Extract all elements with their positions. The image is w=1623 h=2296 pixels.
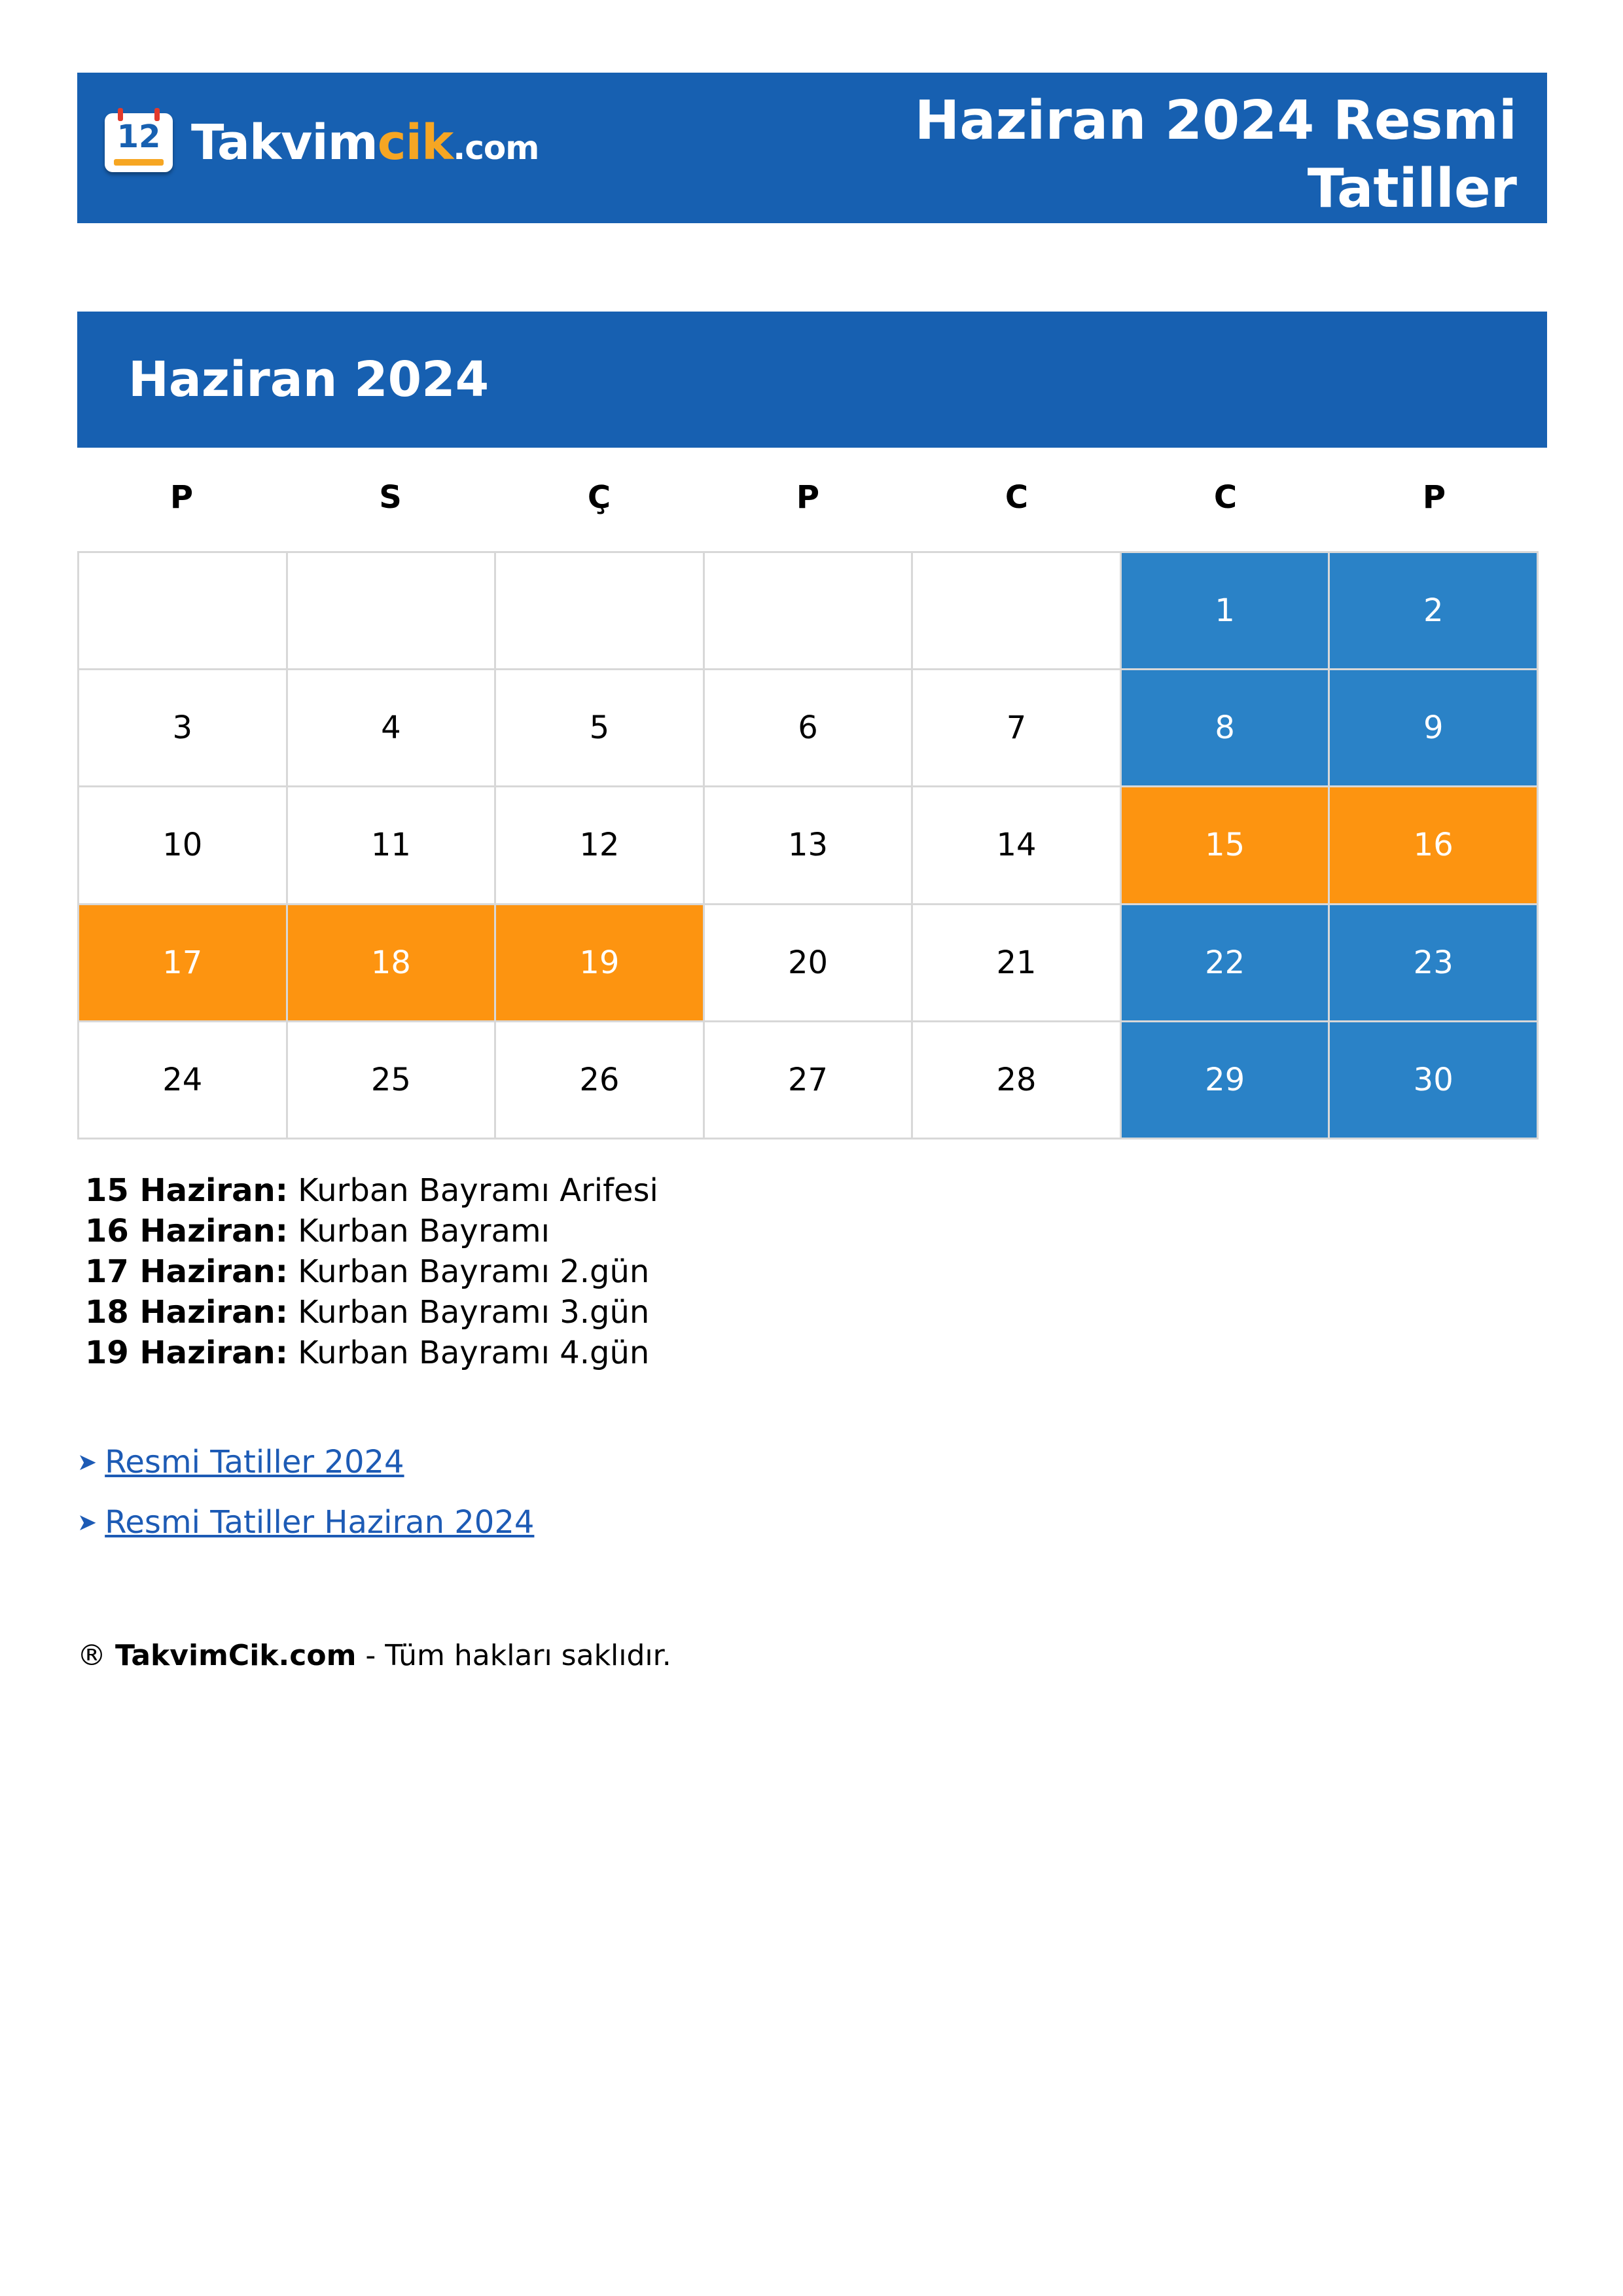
day-cell: 14: [913, 787, 1120, 903]
arrow-right-icon: ➤: [77, 1449, 98, 1476]
day-cell-weekend: 23: [1330, 905, 1537, 1020]
link-resmi-tatiller-haziran-2024[interactable]: Resmi Tatiller Haziran 2024: [105, 1504, 535, 1541]
day-cell-empty: [705, 553, 912, 668]
holiday-name: Kurban Bayramı 2.gün: [298, 1253, 650, 1290]
weekday-label: C: [1213, 479, 1238, 516]
day-cell: 4: [288, 670, 495, 785]
day-cell-weekend: 29: [1122, 1022, 1329, 1138]
holiday-list: [85, 1170, 658, 1373]
weekday-label: P: [1422, 479, 1446, 516]
day-cell-empty: [79, 553, 286, 668]
holiday-date: 15 Haziran:: [85, 1172, 288, 1209]
day-cell: 25: [288, 1022, 495, 1138]
logo-wordmark: Takvimcik.com: [191, 115, 539, 171]
day-cell: 24: [79, 1022, 286, 1138]
weekday-label: P: [169, 479, 194, 516]
day-cell: 26: [496, 1022, 703, 1138]
footer-text: - Tüm hakları saklıdır.: [365, 1639, 671, 1672]
day-cell-holiday: 16: [1330, 787, 1537, 903]
page-header: [77, 73, 1547, 223]
day-cell: 11: [288, 787, 495, 903]
holiday-item: [85, 1292, 658, 1333]
holiday-name: Kurban Bayramı Arifesi: [298, 1172, 658, 1209]
weekday-label: P: [796, 479, 820, 516]
day-cell-empty: [496, 553, 703, 668]
holiday-date: 18 Haziran:: [85, 1294, 288, 1331]
day-cell-weekend: 22: [1122, 905, 1329, 1020]
day-cell: 10: [79, 787, 286, 903]
day-cell-holiday: 18: [288, 905, 495, 1020]
holiday-name: Kurban Bayramı 4.gün: [298, 1335, 650, 1371]
day-cell: 28: [913, 1022, 1120, 1138]
holiday-name: Kurban Bayramı: [298, 1213, 550, 1249]
day-cell: 5: [496, 670, 703, 785]
day-cell: 21: [913, 905, 1120, 1020]
footer-brand: TakvimCik.com: [115, 1639, 357, 1672]
holiday-item: [85, 1251, 658, 1292]
day-cell-weekend: 9: [1330, 670, 1537, 785]
month-title: Haziran 2024: [128, 351, 490, 408]
link-item: [77, 1492, 534, 1552]
day-cell-weekend: 30: [1330, 1022, 1537, 1138]
link-item: [77, 1432, 534, 1492]
holiday-item: [85, 1333, 658, 1373]
weekday-label: S: [379, 479, 402, 516]
day-cell: 12: [496, 787, 703, 903]
site-logo[interactable]: [105, 107, 539, 179]
day-cell-empty: [288, 553, 495, 668]
link-resmi-tatiller-2024[interactable]: Resmi Tatiller 2024: [105, 1444, 404, 1480]
day-cell: 13: [705, 787, 912, 903]
registered-icon: ®: [77, 1639, 106, 1672]
footer: [77, 1639, 671, 1672]
related-links: [77, 1432, 534, 1552]
calendar-grid: [77, 551, 1539, 1139]
day-cell: 20: [705, 905, 912, 1020]
holiday-date: 16 Haziran:: [85, 1213, 288, 1249]
logo-calendar-number: 12: [116, 118, 161, 155]
day-cell-holiday: 19: [496, 905, 703, 1020]
holiday-item: [85, 1211, 658, 1251]
day-cell: 6: [705, 670, 912, 785]
day-cell: 3: [79, 670, 286, 785]
calendar-icon: [105, 113, 173, 172]
day-cell-weekend: 8: [1122, 670, 1329, 785]
holiday-item: [85, 1170, 658, 1211]
weekday-header-row: [77, 471, 1539, 524]
page-title: Haziran 2024 Resmi Tatiller: [914, 90, 1517, 220]
day-cell-weekend: 1: [1122, 553, 1329, 668]
arrow-right-icon: ➤: [77, 1509, 98, 1536]
month-header: [77, 312, 1547, 448]
weekday-label: C: [1005, 479, 1029, 516]
day-cell-holiday: 15: [1122, 787, 1329, 903]
day-cell: 27: [705, 1022, 912, 1138]
day-cell-empty: [913, 553, 1120, 668]
day-cell-weekend: 2: [1330, 553, 1537, 668]
day-cell-holiday: 17: [79, 905, 286, 1020]
holiday-date: 19 Haziran:: [85, 1335, 288, 1371]
weekday-label: Ç: [587, 479, 611, 516]
holiday-name: Kurban Bayramı 3.gün: [298, 1294, 650, 1331]
day-cell: 7: [913, 670, 1120, 785]
holiday-date: 17 Haziran:: [85, 1253, 288, 1290]
